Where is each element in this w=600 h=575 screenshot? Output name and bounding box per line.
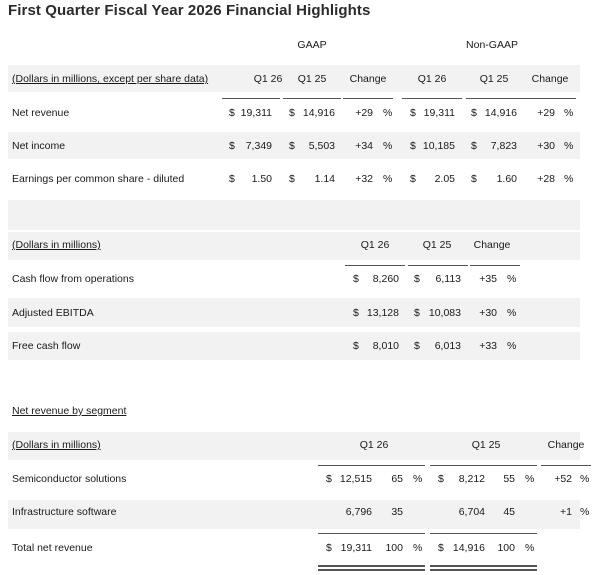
value-cell: 7,823 (490, 140, 517, 152)
share-cell: 100 (497, 542, 515, 554)
currency-sign: $ (438, 473, 444, 485)
value-cell: 8,260 (372, 273, 399, 285)
value-cell: 1.50 (251, 173, 272, 185)
rule-line (541, 465, 591, 466)
percent-sign: % (525, 473, 535, 485)
rule-line (343, 98, 393, 99)
percent-sign: % (525, 542, 535, 554)
currency-sign: $ (289, 173, 295, 185)
column-header: Q1 26 (417, 73, 447, 85)
row-label: Adjusted EBITDA (12, 307, 94, 319)
percent-sign: % (413, 473, 423, 485)
column-header: Q1 26 (253, 73, 283, 85)
currency-sign: $ (289, 140, 295, 152)
currency-sign: $ (471, 173, 477, 185)
row-label: Free cash flow (12, 340, 81, 352)
row-label: Earnings per common share - diluted (12, 173, 185, 185)
rule-line (402, 98, 462, 99)
rule-line (470, 265, 520, 266)
percent-sign: % (413, 542, 423, 554)
value-cell: 10,185 (422, 140, 455, 152)
rule-line (430, 565, 537, 567)
percent-sign: % (507, 307, 517, 319)
value-cell: 14,916 (484, 107, 517, 119)
currency-sign: $ (410, 140, 416, 152)
column-header: (Dollars in millions) (12, 439, 101, 451)
currency-sign: $ (229, 173, 235, 185)
currency-sign: $ (353, 340, 359, 352)
value-cell: 8,212 (458, 473, 485, 485)
share-cell: 45 (503, 506, 515, 518)
column-header: Q1 25 (471, 439, 501, 451)
change-cell: +34 (355, 140, 373, 152)
share-cell: 35 (391, 506, 403, 518)
value-cell: 7,349 (245, 140, 272, 152)
currency-sign: $ (229, 140, 235, 152)
change-cell: +32 (355, 173, 373, 185)
row-label: Infrastructure software (12, 506, 117, 518)
column-header: Q1 25 (479, 73, 509, 85)
change-cell: +33 (479, 340, 497, 352)
percent-sign: % (564, 173, 574, 185)
percent-sign: % (383, 173, 393, 185)
currency-sign: $ (229, 107, 235, 119)
currency-sign: $ (410, 173, 416, 185)
change-cell: +29 (537, 107, 555, 119)
rule-line (408, 265, 468, 266)
value-cell: 6,796 (345, 506, 372, 518)
change-cell: +52 (554, 473, 572, 485)
row-label: Total net revenue (12, 542, 93, 554)
rule-line (430, 533, 537, 534)
value-cell: 6,704 (458, 506, 485, 518)
nongaap-header: Non-GAAP (466, 39, 518, 51)
column-header: (Dollars in millions) (12, 239, 101, 251)
currency-sign: $ (326, 473, 332, 485)
rule-line (318, 533, 425, 534)
row-label: Net revenue (12, 107, 70, 119)
change-cell: +28 (537, 173, 555, 185)
currency-sign: $ (326, 542, 332, 554)
value-cell: 1.14 (314, 173, 335, 185)
currency-sign: $ (410, 107, 416, 119)
percent-sign: % (564, 140, 574, 152)
currency-sign: $ (471, 107, 477, 119)
rule-line (318, 569, 425, 571)
rule-line (526, 98, 576, 99)
segment-title: Net revenue by segment (12, 405, 127, 417)
percent-sign: % (580, 473, 590, 485)
share-cell: 100 (385, 542, 403, 554)
currency-sign: $ (353, 273, 359, 285)
value-cell: 19,311 (423, 107, 455, 119)
value-cell: 14,916 (302, 107, 335, 119)
rule-line (283, 98, 341, 99)
column-header: Change (473, 239, 511, 251)
value-cell: 12,515 (339, 473, 372, 485)
percent-sign: % (383, 107, 393, 119)
column-header: Change (531, 73, 569, 85)
currency-sign: $ (414, 273, 420, 285)
value-cell: 19,311 (340, 542, 372, 554)
column-header: Q1 26 (359, 439, 389, 451)
rule-line (318, 465, 425, 466)
value-cell: 6,013 (434, 340, 461, 352)
percent-sign: % (507, 340, 517, 352)
share-cell: 65 (391, 473, 403, 485)
rule-line (466, 98, 526, 99)
value-cell: 19,311 (240, 107, 272, 119)
rule-line (222, 98, 280, 99)
column-header: Change (349, 73, 387, 85)
row-label: Net income (12, 140, 66, 152)
change-cell: +30 (537, 140, 555, 152)
percent-sign: % (580, 506, 590, 518)
currency-sign: $ (289, 107, 295, 119)
column-header: Q1 26 (360, 239, 390, 251)
value-cell: 6,113 (435, 273, 461, 285)
percent-sign: % (507, 273, 517, 285)
value-cell: 13,128 (366, 307, 399, 319)
value-cell: 8,010 (372, 340, 399, 352)
column-header: Change (547, 439, 585, 451)
change-cell: +1 (560, 506, 572, 518)
value-cell: 1.60 (496, 173, 517, 185)
rule-line (318, 565, 425, 567)
currency-sign: $ (353, 307, 359, 319)
currency-sign: $ (414, 307, 420, 319)
currency-sign: $ (438, 542, 444, 554)
value-cell: 14,916 (452, 542, 485, 554)
column-header: Q1 25 (422, 239, 452, 251)
row-band (8, 200, 580, 230)
percent-sign: % (383, 140, 393, 152)
gaap-header: GAAP (297, 39, 327, 51)
percent-sign: % (564, 107, 574, 119)
row-label: Semiconductor solutions (12, 473, 127, 485)
rule-line (430, 465, 537, 466)
share-cell: 55 (503, 473, 515, 485)
value-cell: 10,083 (428, 307, 461, 319)
rule-line (345, 265, 405, 266)
column-header: Q1 25 (297, 73, 327, 85)
change-cell: +35 (479, 273, 497, 285)
rule-line (430, 569, 537, 571)
currency-sign: $ (414, 340, 420, 352)
page-title: First Quarter Fiscal Year 2026 Financial Highlights (8, 2, 371, 19)
value-cell: 2.05 (434, 173, 455, 185)
change-cell: +29 (355, 107, 373, 119)
currency-sign: $ (471, 140, 477, 152)
value-cell: 5,503 (308, 140, 335, 152)
change-cell: +30 (479, 307, 497, 319)
column-header: (Dollars in millions, except per share data) (12, 73, 209, 85)
row-label: Cash flow from operations (12, 273, 134, 285)
